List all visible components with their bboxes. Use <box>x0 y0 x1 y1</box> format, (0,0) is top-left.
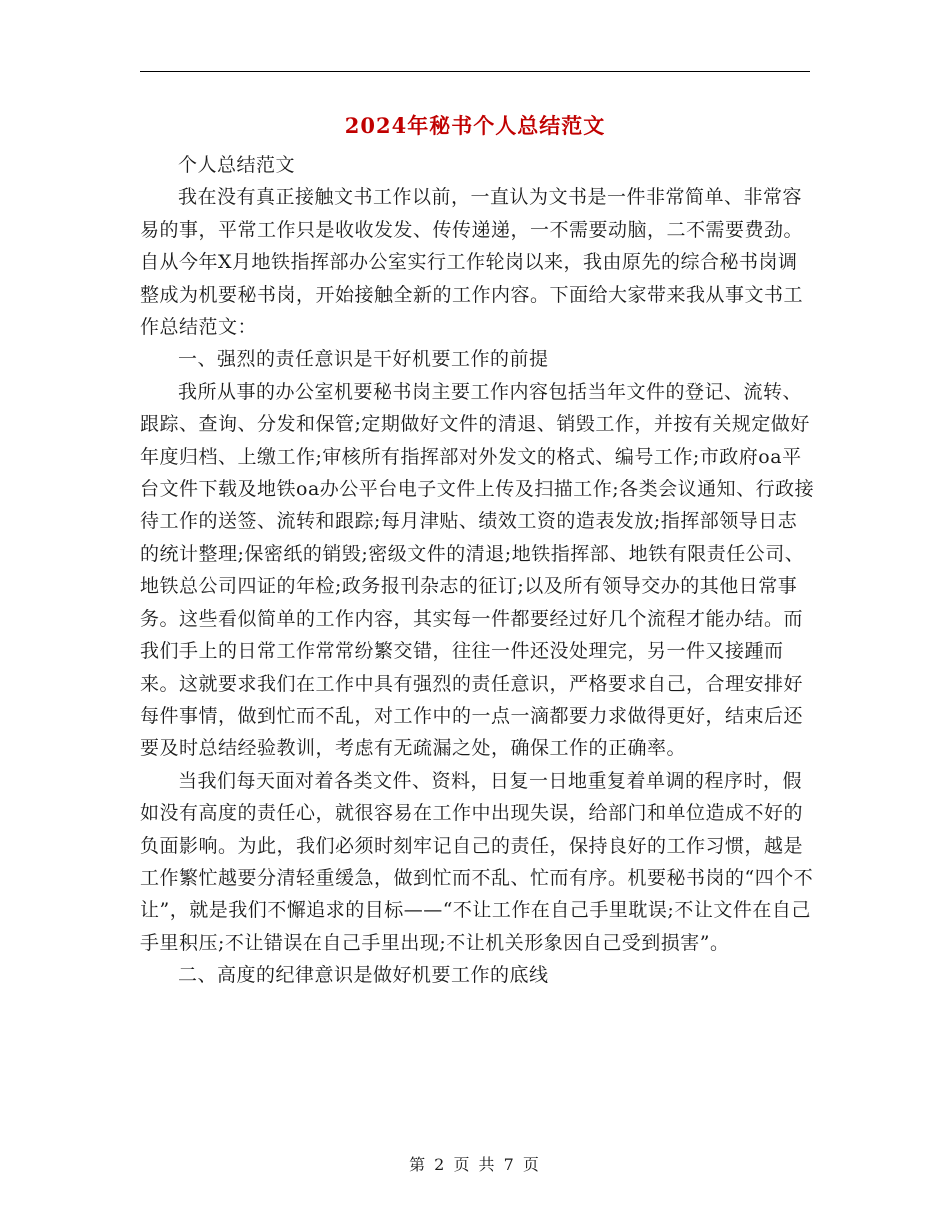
paragraph-duties: 我所从事的办公室机要秘书岗主要工作内容包括当年文件的登记、流转、跟踪、查询、分发和保管;定期做好文件的清退、销毁工作，并按有关规定做好年度归档、上缴工作;审核所有指挥部对外发文的格式、编号工作;市政府oa平台文件下载及地铁oa办公平台电子文件上传及扫描工作;各类会议通知、行政接待工作的送签、流转和跟踪;每月津贴、绩效工资的造表发放;指挥部领导日志的统计整理;保密纸的销毁;密级文件的清退;地铁指挥部、地铁有限责任公司、地铁总公司四证的年检;政务报刊杂志的征订;以及所有领导交办的其他日常事务。这些看似简单的工作内容，其实每一件都要经过好几个流程才能办结。而我们手上的日常工作常常纷繁交错，往往一件还没处理完，另一件又接踵而来。这就要求我们在工作中具有强烈的责任意识，严格要求自己，合理安排好每件事情，做到忙而不乱，对工作中的一点一滴都要力求做得更好，结束后还要及时总结经验教训，考虑有无疏漏之处，确保工作的正确率。 <box>140 380 815 760</box>
paragraph-subtitle: 个人总结范文 <box>178 154 296 176</box>
document-title: 2024年秘书个人总结范文 <box>344 113 606 138</box>
section-heading-2: 二、高度的纪律意识是做好机要工作的底线 <box>178 964 549 987</box>
header-rule <box>140 71 810 72</box>
page-number: 第 2 页 共 7 页 <box>409 1155 541 1174</box>
paragraph-responsibility: 当我们每天面对着各类文件、资料，日复一日地重复着单调的程序时，假如没有高度的责任心，就很容易在工作中出现失误，给部门和单位造成不好的负面影响。为此，我们必须时刻牢记自己的责任，保持良好的工作习惯，越是工作繁忙越要分清轻重缓急，做到忙而不乱、忙而有序。机要秘书岗的“四个不让”，就是我们不懈追求的目标——“不让工作在自己手里耽误;不让文件在自己手里积压;不让错误在自己手里出现;不让机关形象因自己受到损害”。 <box>140 769 814 954</box>
paragraph-intro: 我在没有真正接触文书工作以前，一直认为文书是一件非常简单、非常容易的事，平常工作只是收收发发、传传递递，一不需要动脑，二不需要费劲。自从今年X月地铁指挥部办公室实行工作轮岗以来，我由原先的综合秘书岗调整成为机要秘书岗，开始接触全新的工作内容。下面给大家带来我从事文书工作总结范文： <box>140 186 804 339</box>
section-heading-1: 一、强烈的责任意识是干好机要工作的前提 <box>178 348 549 371</box>
document-body <box>140 149 815 992</box>
